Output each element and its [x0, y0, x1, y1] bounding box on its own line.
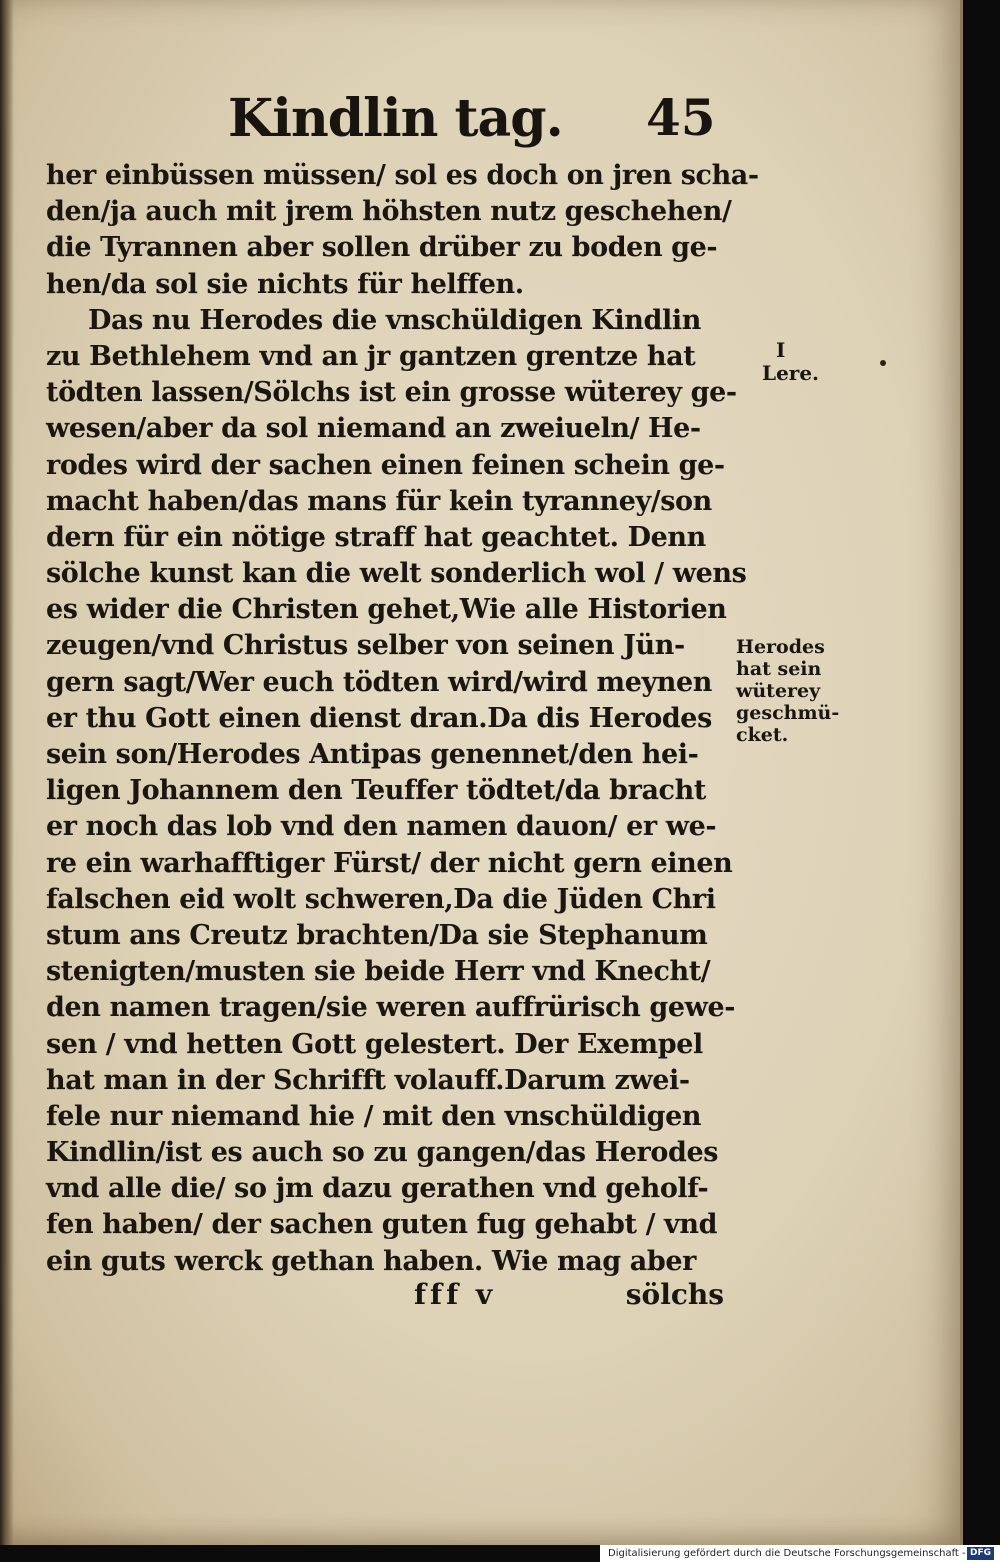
- running-title: Kindlin tag.: [228, 88, 563, 149]
- text-line: falschen eid wolt schweren,Da die Jüden Chri: [46, 883, 716, 915]
- text-line: stenigten/musten sie beide Herr vnd Knecht/: [46, 956, 711, 988]
- page-gutter-shadow: [0, 0, 14, 1545]
- text-line: ligen Johannem den Teuffer tödtet/da bracht: [46, 775, 706, 807]
- text-line: dern für ein nötige straff hat geachtet. Denn: [46, 521, 706, 553]
- text-line: fele nur niemand hie / mit den vnschüldigen: [46, 1100, 702, 1132]
- margin-note-line: wüterey: [736, 680, 821, 702]
- text-line: hat man in der Schrifft volauff.Darum zwei-: [46, 1064, 690, 1096]
- margin-note-line: hat sein: [736, 658, 822, 680]
- text-line: stum ans Creutz brachten/Da sie Stephanum: [46, 919, 708, 951]
- catchword: sölchs: [625, 1278, 724, 1311]
- text-line: her einbüssen müssen/ sol es doch on jren scha-: [46, 160, 759, 191]
- funding-credit: Digitalisierung gefördert durch die Deutsche Forschungsgemeinschaft -: [608, 1548, 966, 1559]
- margin-note-text: Lere.: [762, 361, 820, 385]
- text-line: tödten lassen/Sölchs ist ein grosse wüterey ge-: [46, 377, 737, 409]
- text-line: es wider die Christen gehet,Wie alle Historien: [46, 594, 727, 626]
- page-number: 45: [646, 88, 716, 147]
- text-line: wesen/aber da sol niemand an zweiueln/ He-: [46, 413, 701, 445]
- signature-line: [414, 1278, 724, 1318]
- text-line: ein guts werck gethan haben. Wie mag aber: [46, 1245, 696, 1277]
- text-line: den namen tragen/sie weren auffrürisch gewe-: [46, 992, 736, 1024]
- text-line: die Tyrannen aber sollen drüber zu boden ge-: [46, 232, 718, 264]
- dfg-logo: DFG: [967, 1547, 994, 1560]
- margin-note-line: Herodes: [736, 636, 825, 658]
- digitization-footer: [600, 1545, 1000, 1562]
- margin-note-line: cket.: [736, 724, 789, 746]
- text-line: gern sagt/Wer euch tödten wird/wird meynen: [46, 666, 713, 698]
- margin-note-herodes: [736, 636, 866, 746]
- text-line: re ein warhafftiger Fürst/ der nicht gern einen: [46, 847, 733, 879]
- page-header: [228, 88, 728, 158]
- text-line: fen haben/ der sachen guten fug gehabt / vnd: [46, 1209, 718, 1241]
- text-line: sein son/Herodes Antipas genennet/den hei-: [46, 739, 699, 770]
- text-line: hen/da sol sie nichts für helffen.: [46, 268, 524, 300]
- text-line: er thu Gott einen dienst dran.Da dis Herodes: [46, 702, 712, 734]
- signature-mark: fff v: [414, 1278, 497, 1311]
- margin-note-number: I: [776, 338, 786, 362]
- text-line: vnd alle die/ so jm dazu gerathen vnd geholf-: [46, 1173, 709, 1205]
- ink-speck: [880, 360, 886, 366]
- margin-note-lere: [762, 340, 842, 386]
- text-line: sölche kunst kan die welt sonderlich wol / wens: [46, 558, 747, 590]
- text-line: Das nu Herodes die vnschüldigen Kindlin: [88, 304, 701, 336]
- text-line: er noch das lob vnd den namen dauon/ er we-: [46, 811, 717, 843]
- text-line: den/ja auch mit jrem höhsten nutz geschehen/: [46, 196, 732, 228]
- text-line: zeugen/vnd Christus selber von seinen Jün-: [46, 630, 685, 662]
- text-line: zu Bethlehem vnd an jr gantzen grentze hat: [46, 340, 696, 372]
- margin-note-line: geschmü-: [736, 702, 840, 724]
- text-line: rodes wird der sachen einen feinen schein ge-: [46, 449, 725, 481]
- body-text: [46, 158, 759, 1280]
- text-line: macht haben/das mans für kein tyranney/son: [46, 485, 712, 517]
- text-line: sen / vnd hetten Gott gelestert. Der Exempel: [46, 1028, 703, 1060]
- text-line: Kindlin/ist es auch so zu gangen/das Herodes: [46, 1137, 719, 1169]
